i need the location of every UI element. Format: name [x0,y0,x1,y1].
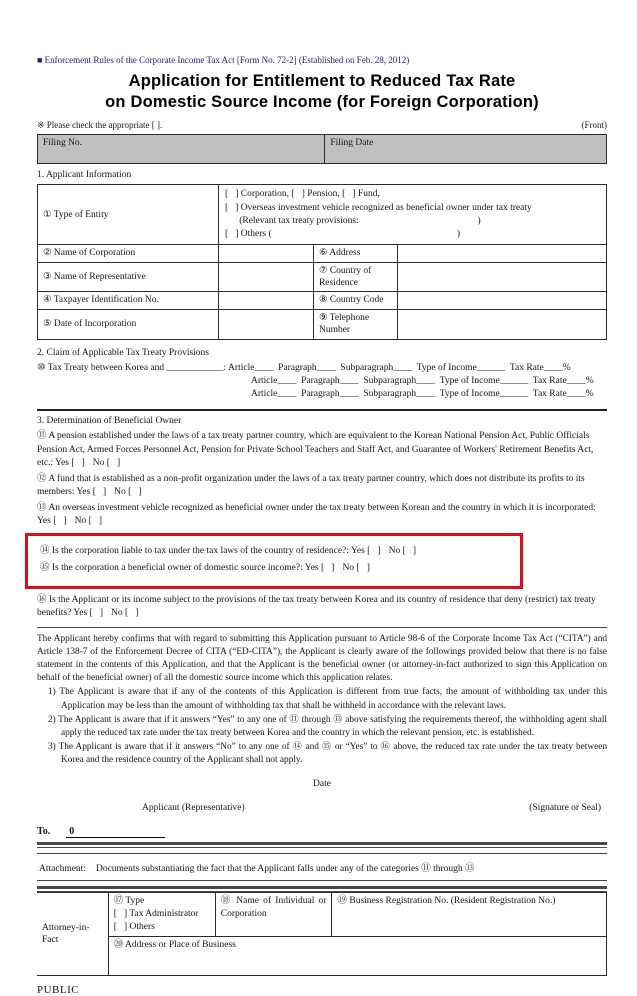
country-code-field[interactable] [397,292,606,309]
form-title-line2: on Domestic Source Income (for Foreign Corporation) [105,92,539,111]
name-of-corporation-field[interactable] [218,245,313,262]
question-12-text: ⑫ A fund that is established as a non-profit organization under the laws of a tax treaty partner country, which does not distribute its profits to its members: [37,473,585,497]
attorney-table [37,892,607,975]
front-label: (Front) [581,120,607,131]
question-11 [37,430,607,469]
question-14-text: ⑭ Is the corporation liable to tax under the tax laws of the country of residence?: [40,546,349,557]
question-12-no-checkbox[interactable]: No [ ] [114,486,142,497]
table-row [38,245,607,262]
question-12 [37,473,607,499]
form-rule-reference: ■ Enforcement Rules of the Corporate Income Tax Act [Form No. 72-2] (Established on Feb. 28, 2012) [37,55,410,65]
attachment-band [37,853,607,881]
filing-row [38,135,607,164]
declaration-item-3: 3) The Applicant is aware that if it answers “No” to any one of ⑭ and ⑮ or “Yes” to ⑯ above, the reduced tax rate under the tax treaty between Korea and the residence country of the Applicant shall not apply. [48,742,607,766]
question-16 [37,594,607,620]
attorney-address-cell[interactable] [108,936,606,975]
form-title [37,71,607,112]
treaty-line-1[interactable]: ⑩ Tax Treaty between Korea and ____________: Article____ Paragraph____ Subparagraph____ Type of Income______ Tax Rate____% [37,362,571,373]
public-classification-label: PUBLIC [37,983,80,996]
table-row [37,893,607,936]
date-of-incorporation-field[interactable] [218,309,313,339]
declaration-divider [37,627,607,628]
question-14 [40,545,512,558]
name-of-representative-field[interactable] [218,262,313,292]
table-row [38,309,607,339]
treaty-line-2[interactable]: Article____ Paragraph____ Subparagraph____ Type of Income______ Tax Rate____% [251,375,594,386]
attorney-type-header: ⑰ Type [113,896,145,907]
declaration-item-2: 2) The Applicant is aware that if it answers “Yes” to any one of ⑪ through ⑬ above satisfying the requirements thereof, the withholding agent shall apply the reduced tax rate under the tax treaty between Korea and the country in which the relevant pension, etc. is established. [48,714,607,738]
filing-table [37,134,607,164]
entity-treaty-provisions-field[interactable]: (Relevant tax treaty provisions: ) [224,215,481,226]
check-note: ※ Please check the appropriate [ ]. [37,120,163,131]
entity-option-corporation-pension-fund[interactable]: [ ] Corporation, [ ] Pension, [ ] Fund, [224,189,380,200]
to-row [37,826,607,838]
attorney-type-cell [108,893,215,936]
question-11-yes-checkbox[interactable]: Yes [ ] [55,457,85,468]
date-of-incorporation-label: ⑤ Date of Incorporation [38,309,219,339]
taxpayer-id-field[interactable] [218,292,313,309]
question-16-text: ⑯ Is the Applicant or its income subject to the provisions of the tax treaty between Korea and its country of residence that deny (restrict) tax treaty benefits? [37,595,596,619]
form-title-line1: Application for Entitlement to Reduced Tax Rate [128,72,516,90]
question-14-no-checkbox[interactable]: No [ ] [388,546,417,557]
question-13-yes-checkbox[interactable]: Yes [ ] [37,516,67,527]
table-row [38,262,607,292]
attorney-address-header: ⑳ Address or Place of Business [113,939,236,950]
attachment-label: Attachment: [39,864,86,875]
highlight-red-box [25,533,523,589]
question-11-text: ⑪ A pension established under the laws of a tax treaty partner country, which are equivalent to the Korean National Pension Act, Public Officials Pension Act, Armed Forces Personnel Act, Pension for Private School Teachers and Staff Act, and Guarantee of Workers' Retirement Benefits Act, etc.: [37,431,594,468]
telephone-number-field[interactable] [397,309,606,339]
telephone-number-label: ⑨ Telephone Number [313,309,397,339]
declaration-item-1: 1) The Applicant is aware that if any of the contents of this Application is different from true facts, the amount of withholding tax under this Application may be less than the amount of withholding tax that shall be withheld in accordance with the relevant laws. [48,687,607,711]
table-row [38,292,607,309]
address-label: ⑥ Address [313,245,397,262]
name-of-corporation-label: ② Name of Corporation [38,245,219,262]
taxpayer-id-label: ④ Taxpayer Identification No. [38,292,219,309]
attachment-text: Documents substantiating the fact that the Applicant falls under any of the categories ⑪ through ⑬ [95,864,475,875]
treaty-claim-block [37,362,607,402]
question-16-no-checkbox[interactable]: No [ ] [110,608,139,619]
attorney-brn-cell[interactable] [332,893,607,936]
filing-date-cell[interactable] [325,135,607,164]
question-13-text: ⑬ An overseas investment vehicle recognized as beneficial owner under the tax treaty between Korean and the country in which it is incorporated: [37,502,596,513]
attorney-type-option-others[interactable]: [ ] Others [113,922,155,933]
question-14-yes-checkbox[interactable]: Yes [ ] [350,546,381,557]
treaty-line-3[interactable]: Article____ Paragraph____ Subparagraph____ Type of Income______ Tax Rate____% [251,389,594,400]
question-13-no-checkbox[interactable]: No [ ] [74,516,103,527]
question-15-yes-checkbox[interactable]: Yes [ ] [304,563,335,574]
address-field[interactable] [397,245,606,262]
to-label: To. [37,826,51,838]
type-of-entity-label: ① Type of Entity [38,185,219,245]
country-of-residence-field[interactable] [397,262,606,292]
country-code-label: ⑧ Country Code [313,292,397,309]
attorney-type-option-tax-administrator[interactable]: [ ] Tax Administrator [113,909,199,920]
attorney-in-fact-label: Attorney-in-Fact [37,893,108,975]
table-row [37,936,607,975]
attorney-name-cell[interactable] [215,893,332,936]
signature-row [37,803,607,813]
section3-title: 3. Determination of Beneficial Owner [37,416,182,427]
section2-title: 2. Claim of Applicable Tax Treaty Provisions [37,347,210,358]
date-label: Date [313,779,331,790]
section1-title: 1. Applicant Information [37,170,132,181]
attorney-brn-header: ⑲ Business Registration No. (Resident Registration No.) [337,896,556,907]
section-divider [37,409,607,411]
question-15 [40,562,512,575]
entity-option-others[interactable]: [ ] Others ( ) [224,229,461,240]
applicant-table [37,184,607,339]
filing-no-label: Filing No. [43,138,83,149]
question-15-text: ⑮ Is the corporation a beneficial owner of domestic source income?: [40,563,303,574]
entity-option-overseas-vehicle[interactable]: [ ] Overseas investment vehicle recognized as beneficial owner under tax treaty [224,202,532,213]
applicant-representative-label: Applicant (Representative) [142,803,245,814]
question-13 [37,502,607,528]
question-12-yes-checkbox[interactable]: Yes [ ] [76,486,107,497]
question-15-no-checkbox[interactable]: No [ ] [342,563,370,574]
attorney-name-header: ⑱ Name of Individual or Corporation [220,896,327,919]
note-row [37,120,607,131]
name-of-representative-label: ③ Name of Representative [38,262,219,292]
question-11-no-checkbox[interactable]: No [ ] [92,457,121,468]
to-recipient-field[interactable]: 0 [66,826,165,838]
type-of-entity-cell [218,185,606,245]
question-16-yes-checkbox[interactable]: Yes [ ] [73,608,103,619]
section-divider [37,842,607,848]
filing-no-cell[interactable] [38,135,325,164]
filing-date-label: Filing Date [330,138,374,149]
country-of-residence-label: ⑦ Country of Residence [313,262,397,292]
table-row [38,185,607,245]
signature-or-seal-label: (Signature or Seal) [529,803,601,814]
declaration-intro: The Applicant hereby confirms that with regard to submitting this Application pursuant to Article 98-6 of the Corporate Income Tax Act (“CITA”) and Article 138-7 of the Enforcement Decree of CITA (“ED-CITA”), the Applicant is clearly aware of the followings provided below that there is no false statement in the contents of this Application, and that the Applicant is the beneficial owner (or attorney-in-fact authorized to sign this Application on behalf of the beneficial owner) of all the domestic source income which this application relates. [37,633,607,684]
